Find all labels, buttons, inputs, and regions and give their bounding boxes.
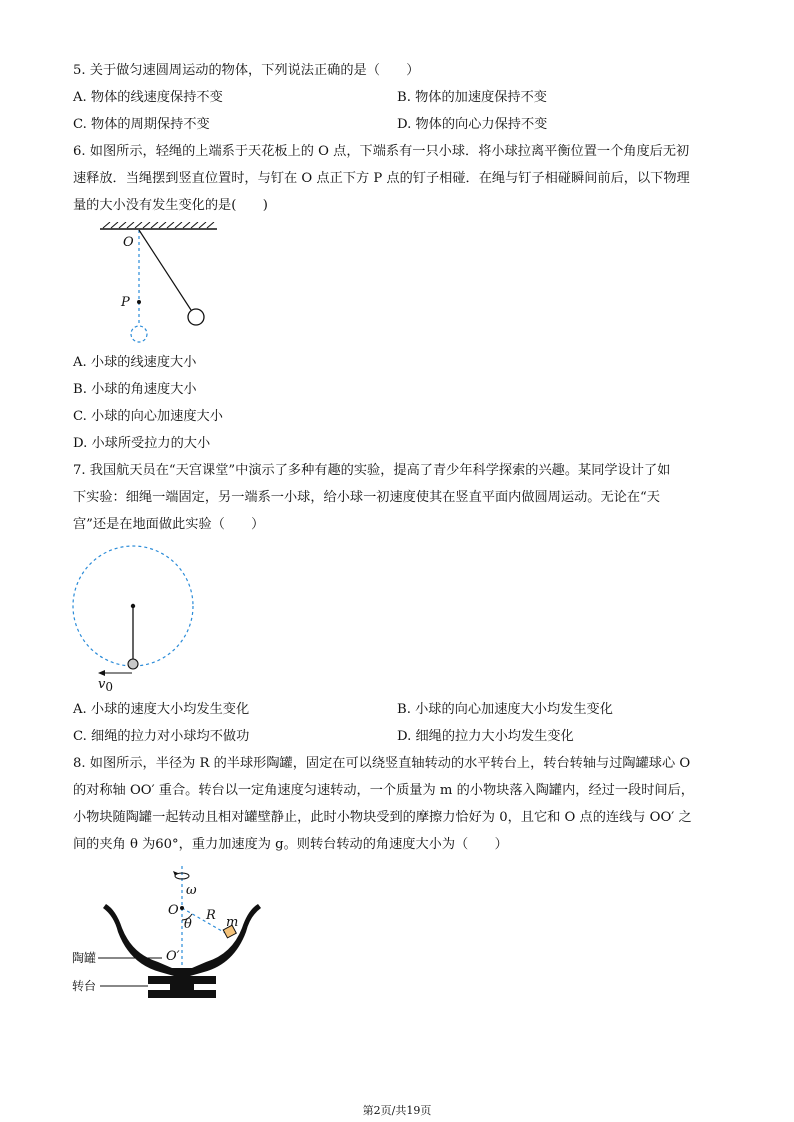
q6-stem-line-2: 速释放．当绳摆到竖直位置时，与钉在 O 点正下方 P 点的钉子相碰．在绳与钉子相碰瞬间前后，以下物理 [73, 171, 690, 186]
q6-stem-line-3: 量的大小没有发生变化的是( ) [73, 198, 268, 213]
q8-stem-line-4: 间的夹角 θ 为60°，重力加速度为 g。则转台转动的角速度大小为（ ） [73, 837, 508, 852]
page-footer: 第2页/共19页 [362, 1104, 432, 1117]
label-o-prime: O′ [166, 949, 180, 964]
q8-stem-line-1: 8. 如图所示，半径为 R 的半球形陶罐，固定在可以绕竖直轴转动的水平转台上，转台转轴与过陶罐球心 O [73, 756, 691, 771]
q7-stem-line-3: 宫”还是在地面做此实验（ ） [73, 517, 265, 532]
center-point [180, 906, 184, 910]
label-table: 转台 [72, 979, 97, 993]
label-m: m [226, 915, 239, 930]
q6-pendulum-figure [95, 222, 225, 347]
label-pot: 陶罐 [72, 951, 97, 965]
q7-circular-motion-figure [68, 545, 198, 695]
q6-option-c: C. 小球的向心加速度大小 [73, 409, 223, 424]
label-omega: ω [186, 883, 197, 898]
turntable-top [148, 976, 216, 984]
label-v: v0 [98, 677, 113, 694]
q7-option-a: A. 小球的速度大小均发生变化 [73, 702, 250, 717]
ball [188, 309, 204, 325]
q5-option-d: D. 物体的向心力保持不变 [397, 117, 548, 132]
ball [128, 659, 138, 669]
label-o: O [123, 235, 134, 250]
ball-lowest-position [131, 326, 147, 342]
q5-option-a: A. 物体的线速度保持不变 [73, 90, 223, 105]
rotation-arrowhead [173, 871, 178, 876]
velocity-arrowhead [98, 670, 105, 676]
q5-option-c: C. 物体的周期保持不变 [73, 117, 210, 132]
turntable-base [148, 990, 216, 998]
q5-option-b: B. 物体的加速度保持不变 [397, 90, 547, 105]
pivot-point [131, 604, 135, 608]
label-r: R [206, 908, 216, 923]
q6-option-d: D. 小球所受拉力的大小 [73, 436, 211, 451]
nail-point [137, 300, 141, 304]
label-o: O [168, 903, 179, 918]
q7-stem-line-1: 7. 我国航天员在“天宫课堂”中演示了多种有趣的实验，提高了青少年科学探索的兴趣。某同学设计了如 [73, 463, 671, 478]
label-theta: θ [184, 917, 192, 932]
q6-option-b: B. 小球的角速度大小 [73, 382, 197, 397]
ceiling-hatch [103, 222, 214, 228]
q7-option-b: B. 小球的向心加速度大小均发生变化 [397, 702, 613, 717]
rope [139, 230, 191, 310]
q6-stem-line-1: 6. 如图所示，轻绳的上端系于天花板上的 O 点，下端系有一只小球．将小球拉离平衡位置一个角度后无初 [73, 144, 690, 159]
q6-option-a: A. 小球的线速度大小 [73, 355, 197, 370]
q7-option-d: D. 细绳的拉力大小均发生变化 [397, 729, 574, 744]
q8-stem-line-3: 小物块随陶罐一起转动且相对罐壁静止，此时小物块受到的摩擦力恰好为 0，且它和 O 点的连线与 OO′ 之 [73, 810, 692, 825]
q7-option-c: C. 细绳的拉力对小球均不做功 [73, 729, 250, 744]
turntable-neck [170, 984, 194, 990]
q5-stem: 5. 关于做匀速圆周运动的物体，下列说法正确的是（ ） [73, 63, 420, 78]
q8-pot-turntable-figure [70, 866, 270, 1021]
q8-stem-line-2: 的对称轴 OO′ 重合。转台以一定角速度匀速转动，一个质量为 m 的小物块落入陶罐内，经过一段时间后， [73, 783, 694, 798]
q7-stem-line-2: 下实验：细绳一端固定，另一端系一小球，给小球一初速度使其在竖直平面内做圆周运动。无论在“天 [73, 490, 660, 505]
label-p: P [121, 295, 130, 310]
